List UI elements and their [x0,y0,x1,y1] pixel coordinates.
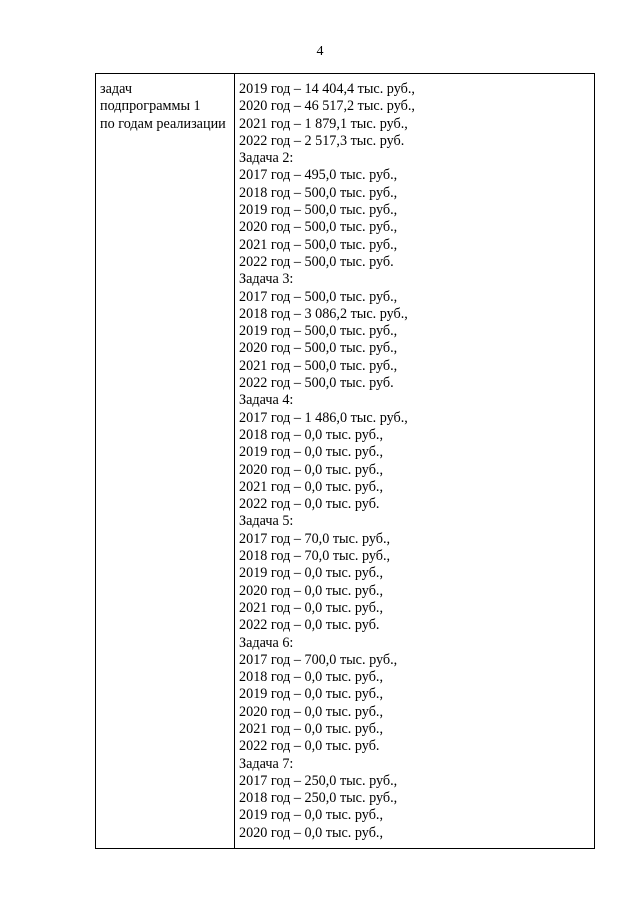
column-divider [234,74,235,848]
funding-line: 2019 год – 0,0 тыс. руб., [239,807,384,824]
funding-line: 2017 год – 500,0 тыс. руб., [239,288,398,305]
row-label-cell [100,81,234,133]
funding-line: Задача 3: [239,271,294,288]
funding-line: 2021 год – 1 879,1 тыс. руб., [239,115,408,132]
funding-line: 2018 год – 250,0 тыс. руб., [239,790,398,807]
funding-line: 2020 год – 500,0 тыс. руб., [239,219,398,236]
label-line: по годам реализации [100,115,226,132]
funding-line: 2022 год – 0,0 тыс. руб. [239,738,380,755]
funding-line: 2018 год – 3 086,2 тыс. руб., [239,305,408,322]
funding-line: 2017 год – 495,0 тыс. руб., [239,167,398,184]
funding-line: 2017 год – 250,0 тыс. руб., [239,772,398,789]
funding-line: 2017 год – 700,0 тыс. руб., [239,651,398,668]
funding-line: 2021 год – 0,0 тыс. руб., [239,599,384,616]
funding-line: Задача 5: [239,513,294,530]
label-line: задач [100,81,132,97]
funding-line: 2019 год – 14 404,4 тыс. руб., [239,81,415,97]
funding-line: 2021 год – 500,0 тыс. руб., [239,236,398,253]
funding-line: Задача 4: [239,392,294,409]
funding-line: 2020 год – 46 517,2 тыс. руб., [239,98,415,115]
funding-line: 2020 год – 500,0 тыс. руб., [239,340,398,357]
funding-line: 2018 год – 500,0 тыс. руб., [239,184,398,201]
funding-line: 2022 год – 0,0 тыс. руб. [239,617,380,634]
funding-line: 2022 год – 500,0 тыс. руб. [239,375,394,392]
funding-line: 2022 год – 500,0 тыс. руб. [239,253,394,270]
funding-line: 2020 год – 0,0 тыс. руб., [239,703,384,720]
funding-line: 2017 год – 1 486,0 тыс. руб., [239,409,408,426]
funding-line: 2019 год – 0,0 тыс. руб., [239,444,384,461]
funding-line: 2019 год – 500,0 тыс. руб., [239,202,398,219]
funding-line: Задача 7: [239,755,294,772]
funding-line: 2021 год – 500,0 тыс. руб., [239,357,398,374]
funding-line: 2020 год – 0,0 тыс. руб., [239,461,384,478]
funding-line: 2021 год – 0,0 тыс. руб., [239,478,384,495]
funding-line: 2022 год – 0,0 тыс. руб. [239,496,380,513]
funding-line: 2019 год – 0,0 тыс. руб., [239,565,384,582]
page-number: 4 [316,44,324,59]
funding-line: 2018 год – 0,0 тыс. руб., [239,426,384,443]
funding-line: 2019 год – 0,0 тыс. руб., [239,686,384,703]
label-line: подпрограммы 1 [100,98,201,115]
funding-line: 2020 год – 0,0 тыс. руб., [239,824,384,841]
funding-line: 2020 год – 0,0 тыс. руб., [239,582,384,599]
funding-line: Задача 6: [239,634,294,651]
funding-line: 2018 год – 0,0 тыс. руб., [239,669,384,686]
funding-line: Задача 2: [239,150,294,167]
funding-line: 2022 год – 2 517,3 тыс. руб. [239,132,405,149]
funding-table [95,73,595,849]
funding-line: 2021 год – 0,0 тыс. руб., [239,720,384,737]
funding-line: 2017 год – 70,0 тыс. руб., [239,530,391,547]
funding-values-cell [239,81,589,842]
funding-line: 2018 год – 70,0 тыс. руб., [239,548,391,565]
funding-line: 2019 год – 500,0 тыс. руб., [239,323,398,340]
